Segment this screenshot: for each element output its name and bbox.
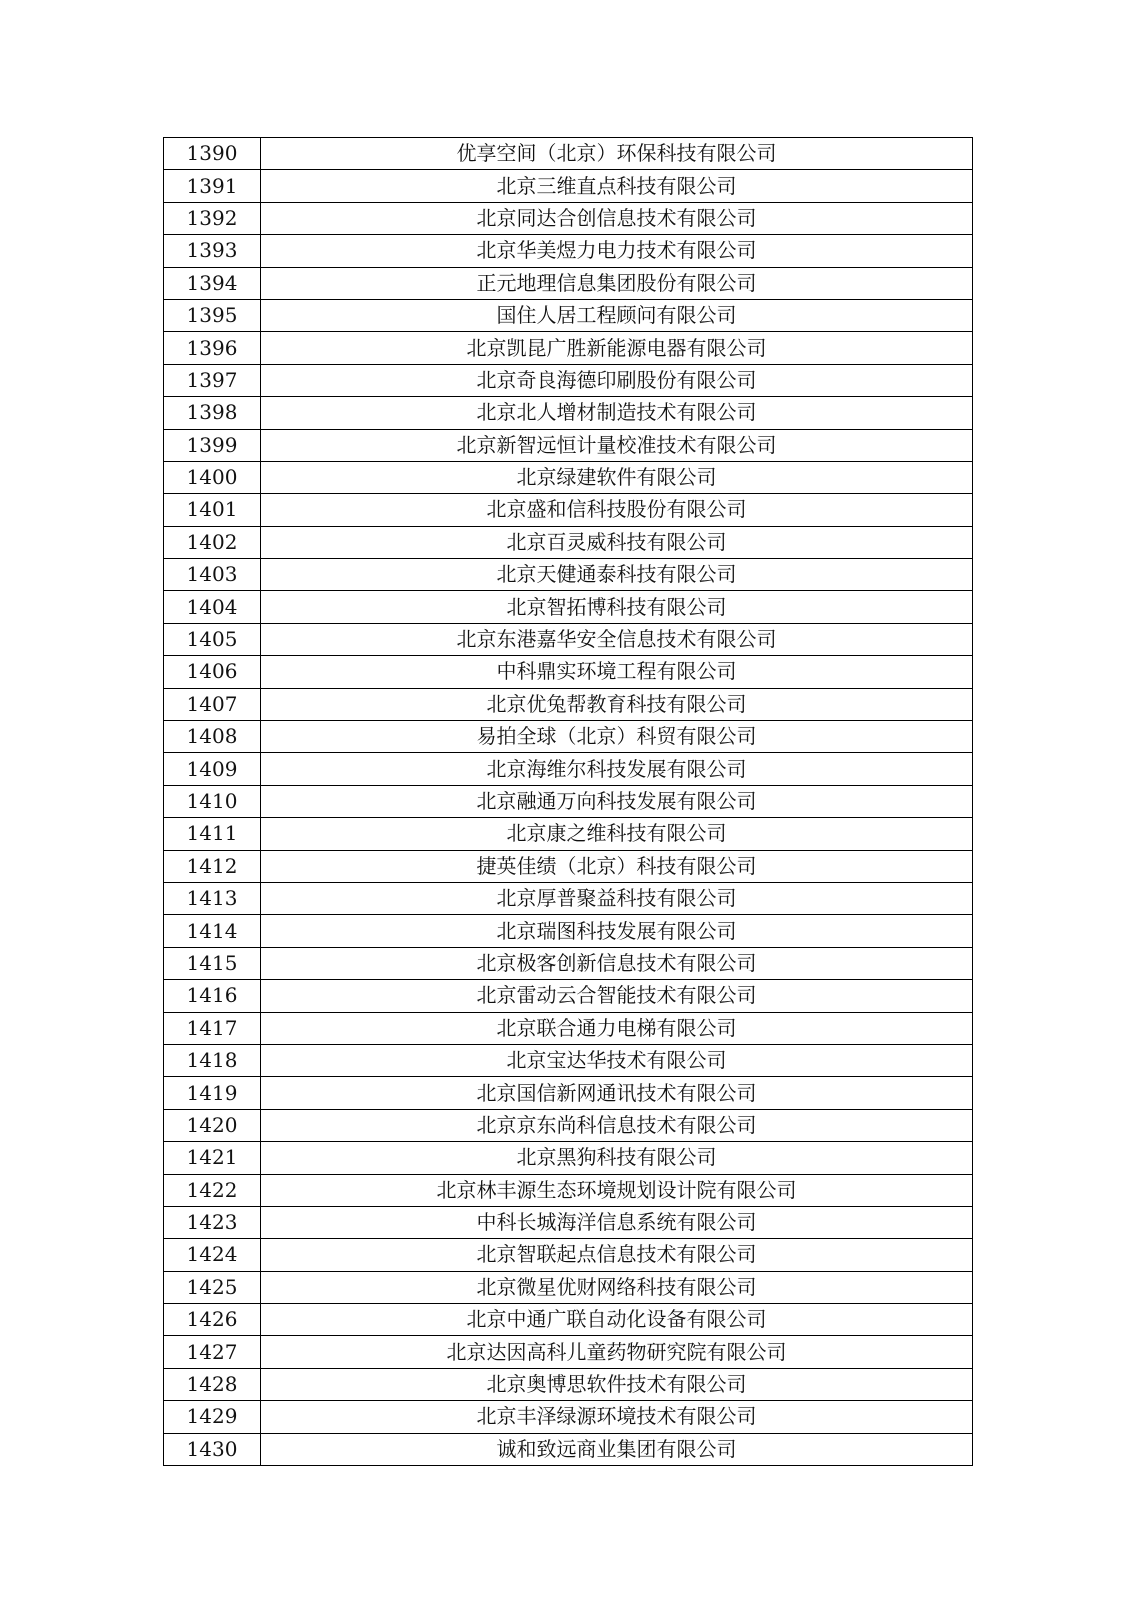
row-number: 1405 bbox=[164, 623, 261, 655]
company-name: 北京新智远恒计量校准技术有限公司 bbox=[261, 429, 973, 461]
row-number: 1417 bbox=[164, 1012, 261, 1044]
table-row bbox=[164, 235, 973, 267]
row-number: 1410 bbox=[164, 785, 261, 817]
row-number: 1395 bbox=[164, 299, 261, 331]
table-row bbox=[164, 461, 973, 493]
row-number: 1429 bbox=[164, 1401, 261, 1433]
row-number: 1426 bbox=[164, 1304, 261, 1336]
company-name: 中科长城海洋信息系统有限公司 bbox=[261, 1206, 973, 1238]
company-list-table bbox=[163, 137, 973, 1466]
table-row bbox=[164, 721, 973, 753]
table-row bbox=[164, 753, 973, 785]
table-row bbox=[164, 623, 973, 655]
company-name: 北京绿建软件有限公司 bbox=[261, 461, 973, 493]
company-name: 北京厚普聚益科技有限公司 bbox=[261, 882, 973, 914]
table-row bbox=[164, 980, 973, 1012]
company-name: 北京北人增材制造技术有限公司 bbox=[261, 397, 973, 429]
table-row bbox=[164, 170, 973, 202]
row-number: 1412 bbox=[164, 850, 261, 882]
company-name: 诚和致远商业集团有限公司 bbox=[261, 1433, 973, 1465]
company-name: 北京国信新网通讯技术有限公司 bbox=[261, 1077, 973, 1109]
company-name: 北京瑞图科技发展有限公司 bbox=[261, 915, 973, 947]
company-name: 北京融通万向科技发展有限公司 bbox=[261, 785, 973, 817]
table-row bbox=[164, 267, 973, 299]
table-row bbox=[164, 688, 973, 720]
company-name: 北京百灵威科技有限公司 bbox=[261, 526, 973, 558]
row-number: 1396 bbox=[164, 332, 261, 364]
row-number: 1392 bbox=[164, 202, 261, 234]
table-row bbox=[164, 397, 973, 429]
company-name: 北京达因高科儿童药物研究院有限公司 bbox=[261, 1336, 973, 1368]
row-number: 1401 bbox=[164, 494, 261, 526]
table-row bbox=[164, 1206, 973, 1238]
table-row bbox=[164, 1304, 973, 1336]
company-name: 北京东港嘉华安全信息技术有限公司 bbox=[261, 623, 973, 655]
table-row bbox=[164, 1012, 973, 1044]
company-name: 北京华美煜力电力技术有限公司 bbox=[261, 235, 973, 267]
company-name: 北京宝达华技术有限公司 bbox=[261, 1044, 973, 1076]
row-number: 1399 bbox=[164, 429, 261, 461]
company-name: 北京智联起点信息技术有限公司 bbox=[261, 1239, 973, 1271]
table-row bbox=[164, 1044, 973, 1076]
row-number: 1390 bbox=[164, 138, 261, 170]
row-number: 1400 bbox=[164, 461, 261, 493]
company-name: 捷英佳绩（北京）科技有限公司 bbox=[261, 850, 973, 882]
row-number: 1425 bbox=[164, 1271, 261, 1303]
table-row bbox=[164, 785, 973, 817]
row-number: 1406 bbox=[164, 656, 261, 688]
row-number: 1414 bbox=[164, 915, 261, 947]
company-name: 北京智拓博科技有限公司 bbox=[261, 591, 973, 623]
company-name: 北京三维直点科技有限公司 bbox=[261, 170, 973, 202]
table-row bbox=[164, 1336, 973, 1368]
company-name: 北京同达合创信息技术有限公司 bbox=[261, 202, 973, 234]
company-name: 北京极客创新信息技术有限公司 bbox=[261, 947, 973, 979]
company-name: 北京黑狗科技有限公司 bbox=[261, 1142, 973, 1174]
table-row bbox=[164, 1239, 973, 1271]
table-row bbox=[164, 656, 973, 688]
row-number: 1418 bbox=[164, 1044, 261, 1076]
company-name: 北京盛和信科技股份有限公司 bbox=[261, 494, 973, 526]
row-number: 1403 bbox=[164, 559, 261, 591]
row-number: 1407 bbox=[164, 688, 261, 720]
company-name: 国住人居工程顾问有限公司 bbox=[261, 299, 973, 331]
row-number: 1421 bbox=[164, 1142, 261, 1174]
table-row bbox=[164, 494, 973, 526]
company-name: 优享空间（北京）环保科技有限公司 bbox=[261, 138, 973, 170]
company-name: 北京奥博思软件技术有限公司 bbox=[261, 1368, 973, 1400]
table-row bbox=[164, 591, 973, 623]
table-row bbox=[164, 1271, 973, 1303]
row-number: 1424 bbox=[164, 1239, 261, 1271]
company-name: 北京丰泽绿源环境技术有限公司 bbox=[261, 1401, 973, 1433]
table-row bbox=[164, 299, 973, 331]
row-number: 1404 bbox=[164, 591, 261, 623]
row-number: 1391 bbox=[164, 170, 261, 202]
row-number: 1413 bbox=[164, 882, 261, 914]
table-row bbox=[164, 818, 973, 850]
table-row bbox=[164, 429, 973, 461]
company-name: 北京康之维科技有限公司 bbox=[261, 818, 973, 850]
table-row bbox=[164, 947, 973, 979]
company-name: 北京凯昆广胜新能源电器有限公司 bbox=[261, 332, 973, 364]
table-row bbox=[164, 1368, 973, 1400]
row-number: 1427 bbox=[164, 1336, 261, 1368]
row-number: 1423 bbox=[164, 1206, 261, 1238]
table-row bbox=[164, 882, 973, 914]
company-list-body bbox=[164, 138, 973, 1466]
table-row bbox=[164, 1109, 973, 1141]
table-row bbox=[164, 559, 973, 591]
company-name: 北京雷动云合智能技术有限公司 bbox=[261, 980, 973, 1012]
company-name: 北京林丰源生态环境规划设计院有限公司 bbox=[261, 1174, 973, 1206]
table-row bbox=[164, 1142, 973, 1174]
row-number: 1409 bbox=[164, 753, 261, 785]
table-row bbox=[164, 1433, 973, 1465]
company-name: 北京优兔帮教育科技有限公司 bbox=[261, 688, 973, 720]
table-row bbox=[164, 138, 973, 170]
row-number: 1430 bbox=[164, 1433, 261, 1465]
row-number: 1394 bbox=[164, 267, 261, 299]
row-number: 1422 bbox=[164, 1174, 261, 1206]
company-name: 易拍全球（北京）科贸有限公司 bbox=[261, 721, 973, 753]
table-row bbox=[164, 1401, 973, 1433]
table-row bbox=[164, 332, 973, 364]
company-name: 北京微星优财网络科技有限公司 bbox=[261, 1271, 973, 1303]
row-number: 1419 bbox=[164, 1077, 261, 1109]
row-number: 1411 bbox=[164, 818, 261, 850]
row-number: 1415 bbox=[164, 947, 261, 979]
table-row bbox=[164, 850, 973, 882]
row-number: 1428 bbox=[164, 1368, 261, 1400]
row-number: 1397 bbox=[164, 364, 261, 396]
company-name: 中科鼎实环境工程有限公司 bbox=[261, 656, 973, 688]
company-name: 北京海维尔科技发展有限公司 bbox=[261, 753, 973, 785]
row-number: 1408 bbox=[164, 721, 261, 753]
table-row bbox=[164, 1077, 973, 1109]
company-name: 北京天健通泰科技有限公司 bbox=[261, 559, 973, 591]
row-number: 1416 bbox=[164, 980, 261, 1012]
row-number: 1402 bbox=[164, 526, 261, 558]
company-name: 北京京东尚科信息技术有限公司 bbox=[261, 1109, 973, 1141]
company-name: 北京中通广联自动化设备有限公司 bbox=[261, 1304, 973, 1336]
row-number: 1420 bbox=[164, 1109, 261, 1141]
table-row bbox=[164, 1174, 973, 1206]
table-row bbox=[164, 915, 973, 947]
row-number: 1398 bbox=[164, 397, 261, 429]
table-row bbox=[164, 364, 973, 396]
company-name: 北京奇良海德印刷股份有限公司 bbox=[261, 364, 973, 396]
table-row bbox=[164, 526, 973, 558]
table-row bbox=[164, 202, 973, 234]
company-name: 北京联合通力电梯有限公司 bbox=[261, 1012, 973, 1044]
row-number: 1393 bbox=[164, 235, 261, 267]
company-name: 正元地理信息集团股份有限公司 bbox=[261, 267, 973, 299]
